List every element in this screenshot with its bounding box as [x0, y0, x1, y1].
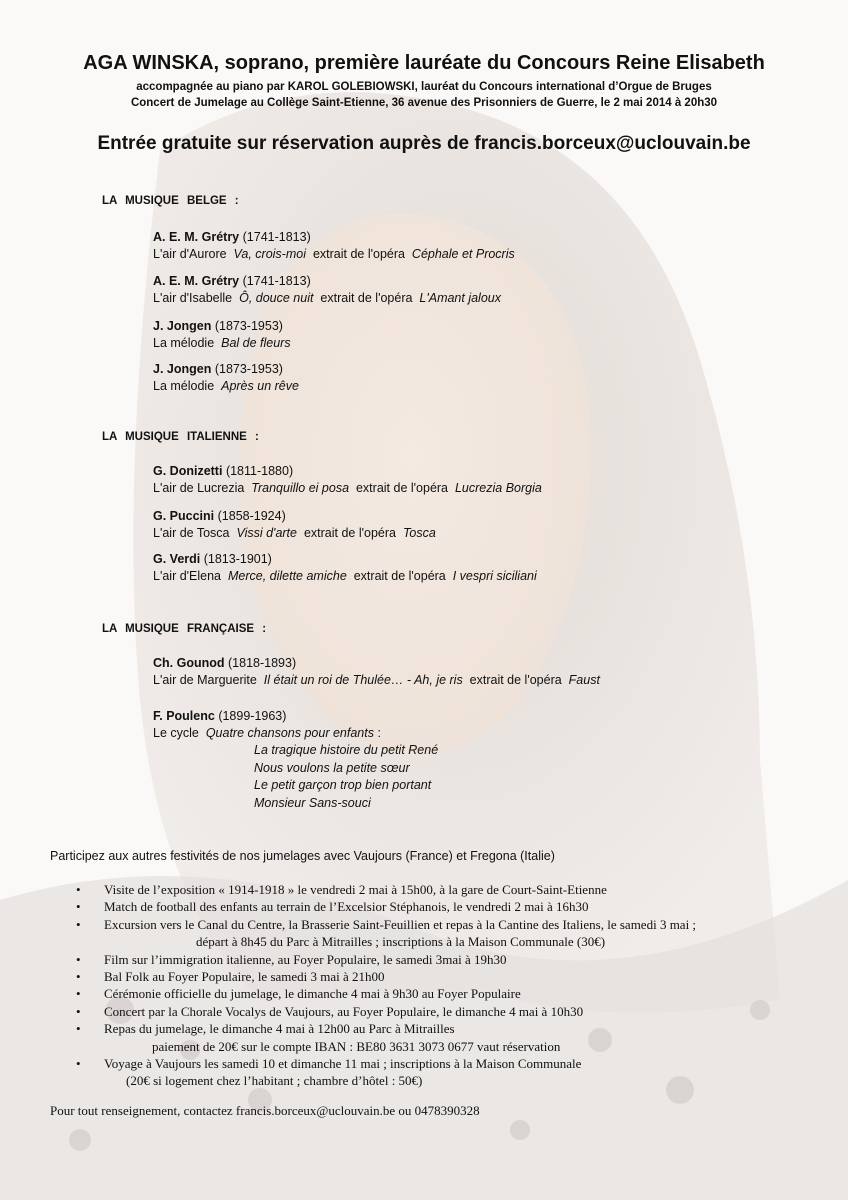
aria-title: Bal de fleurs: [221, 336, 291, 350]
festivity-text: Repas du jumelage, le dimanche 4 mai à 12h00 au Parc à Mitrailles: [104, 1021, 455, 1037]
concert-title: AGA WINSKA, soprano, première lauréate du Concours Reine Elisabeth: [83, 52, 765, 74]
festivity-item: [74, 898, 814, 915]
piece-prefix: L'air de Tosca: [153, 526, 230, 540]
piece-prefix: L'air de Lucrezia: [153, 481, 245, 495]
piece-mid: extrait de l'opéra: [469, 673, 562, 687]
piece-mid: extrait de l'opéra: [353, 569, 446, 583]
festivity-item: [74, 1055, 814, 1090]
composer-dates: (1873-1953): [214, 319, 283, 333]
opera-title: Tosca: [402, 526, 436, 540]
section-heading-francaise: LA MUSIQUE FRANÇAISE :: [102, 623, 267, 635]
composer-dates: (1899-1963): [218, 709, 287, 723]
composer-dates: (1813-1901): [203, 552, 272, 566]
opera-title: Lucrezia Borgia: [454, 481, 542, 495]
piece-prefix: Le cycle: [153, 726, 199, 740]
free-entry-line: Entrée gratuite sur réservation auprès de francis.borceux@uclouvain.be: [97, 133, 751, 154]
piece-prefix: La mélodie: [153, 336, 215, 350]
festivity-text: Match de football des enfants au terrain de l’Excelsior Stéphanois, le vendredi 2 mai à 16h30: [104, 899, 589, 915]
section-heading-italienne: LA MUSIQUE ITALIENNE :: [102, 431, 259, 443]
opera-title: Céphale et Procris: [411, 247, 515, 261]
aria-title: Il était un roi de Thulée… - Ah, je ris: [263, 673, 463, 687]
composer-name: G. Puccini: [153, 509, 215, 523]
piece-prefix: L'air de Marguerite: [153, 673, 257, 687]
festivity-item: [74, 985, 814, 1002]
festivity-text: Visite de l’exposition « 1914-1918 » le vendredi 2 mai à 15h00, à la gare de Court-Saint-Etienne: [104, 882, 607, 897]
cycle-song: Nous voulons la petite sœur: [254, 760, 410, 775]
composer-name: Ch. Gounod: [153, 656, 225, 670]
festivity-text: Bal Folk au Foyer Populaire, le samedi 3 mai à 21h00: [104, 969, 385, 985]
composer-dates: (1858-1924): [217, 509, 286, 523]
piece-mid: extrait de l'opéra: [355, 481, 449, 495]
piece-prefix: L'air d'Aurore: [153, 247, 227, 261]
opera-title: I vespri siciliani: [452, 569, 537, 583]
piece-mid: extrait de l'opéra: [303, 526, 396, 540]
bullet-icon: •: [76, 882, 81, 897]
bullet-icon: •: [76, 916, 81, 932]
aria-title: Ô, douce nuit: [239, 291, 314, 305]
festivity-item: [74, 1020, 814, 1055]
composer-dates: (1741-1813): [242, 274, 311, 288]
composer-name: F. Poulenc: [153, 709, 215, 723]
composer-name: J. Jongen: [153, 362, 212, 376]
aria-title: Quatre chansons pour enfants: [205, 726, 374, 740]
opera-title: Faust: [568, 673, 600, 687]
festivity-text: Film sur l’immigration italienne, au Foyer Populaire, le samedi 3mai à 19h30: [104, 951, 507, 967]
accompanist-line: accompagnée au piano par KAROL GOLEBIOWSKI, lauréat du Concours international d’Orgue de Bruges: [136, 81, 712, 93]
program-piece: [153, 463, 542, 497]
composer-name: G. Verdi: [153, 552, 201, 566]
festivity-item: [74, 951, 814, 968]
program-piece: [153, 655, 600, 689]
festivity-continuation: départ à 8h45 du Parc à Mitrailles ; inscriptions à la Maison Communale (30€): [196, 934, 606, 950]
program-piece: [153, 551, 537, 585]
composer-name: J. Jongen: [153, 319, 212, 333]
composer-name: A. E. M. Grétry: [153, 230, 240, 244]
bullet-icon: •: [76, 1003, 81, 1019]
program-piece: [153, 229, 515, 263]
festivities-list: [74, 881, 814, 1090]
festivity-text: Excursion vers le Canal du Centre, la Brasserie Saint-Feuillien et repas à la Cantine des Italiens, le samedi 3 mai ;: [104, 916, 697, 932]
cycle-song: La tragique histoire du petit René: [254, 743, 439, 757]
bullet-icon: •: [76, 969, 81, 985]
festivity-item: [74, 968, 814, 985]
composer-dates: (1873-1953): [214, 362, 283, 376]
composer-dates: (1818-1893): [228, 656, 297, 670]
festivity-item: [74, 916, 814, 951]
festivity-continuation: paiement de 20€ sur le compte IBAN : BE80 3631 3073 0677 vaut réservation: [152, 1038, 561, 1054]
festivity-text: Voyage à Vaujours les samedi 10 et dimanche 11 mai ; inscriptions à la Maison Communale: [104, 1056, 582, 1072]
aria-title: Merce, dilette amiche: [227, 569, 347, 583]
aria-title: Vissi d'arte: [236, 526, 297, 540]
festivity-item: [74, 881, 814, 898]
aria-title: Va, crois-moi: [233, 247, 306, 261]
opera-title: L'Amant jaloux: [419, 291, 501, 305]
cycle-song: Le petit garçon trop bien portant: [254, 778, 432, 792]
cycle-song: Monsieur Sans-souci: [254, 795, 371, 810]
piece-mid: :: [377, 726, 381, 740]
piece-prefix: L'air d'Elena: [153, 569, 222, 583]
program-piece: [153, 318, 291, 352]
festivity-text: Cérémonie officielle du jumelage, le dimanche 4 mai à 9h30 au Foyer Populaire: [104, 986, 521, 1002]
piece-mid: extrait de l'opéra: [320, 291, 413, 305]
section-heading-belge: LA MUSIQUE BELGE :: [102, 195, 239, 207]
program-piece: [153, 273, 501, 307]
venue-line: Concert de Jumelage au Collège Saint-Etienne, 36 avenue des Prisonniers de Guerre, le 2 mai 2014 à 20h30: [130, 97, 718, 109]
festivity-item: [74, 1003, 814, 1020]
piece-mid: extrait de l'opéra: [312, 247, 405, 261]
bullet-icon: •: [76, 899, 81, 915]
bullet-icon: •: [76, 951, 81, 967]
composer-name: G. Donizetti: [153, 464, 223, 478]
program-piece: [153, 361, 299, 395]
program-piece: [153, 708, 381, 742]
aria-title: Tranquillo ei posa: [251, 481, 350, 495]
festivity-text: Concert par la Chorale Vocalys de Vaujours, au Foyer Populaire, le dimanche 4 mai à 10h30: [104, 1003, 584, 1019]
program-piece: [153, 508, 436, 542]
contact-line: Pour tout renseignement, contactez francis.borceux@uclouvain.be ou 0478390328: [50, 1103, 480, 1118]
cycle-song-list: [254, 742, 438, 812]
composer-dates: (1811-1880): [225, 464, 294, 478]
piece-prefix: La mélodie: [153, 379, 215, 393]
aria-title: Après un rêve: [221, 379, 299, 393]
composer-dates: (1741-1813): [242, 230, 311, 244]
festivities-intro: Participez aux autres festivités de nos jumelages avec Vaujours (France) et Fregona (Italie): [50, 849, 555, 863]
bullet-icon: •: [76, 986, 81, 1002]
bullet-icon: •: [76, 1056, 81, 1072]
piece-prefix: L'air d'Isabelle: [153, 291, 233, 305]
composer-name: A. E. M. Grétry: [153, 274, 240, 288]
bullet-icon: •: [76, 1021, 81, 1037]
festivity-continuation: (20€ si logement chez l’habitant ; chambre d’hôtel : 50€): [126, 1073, 423, 1089]
